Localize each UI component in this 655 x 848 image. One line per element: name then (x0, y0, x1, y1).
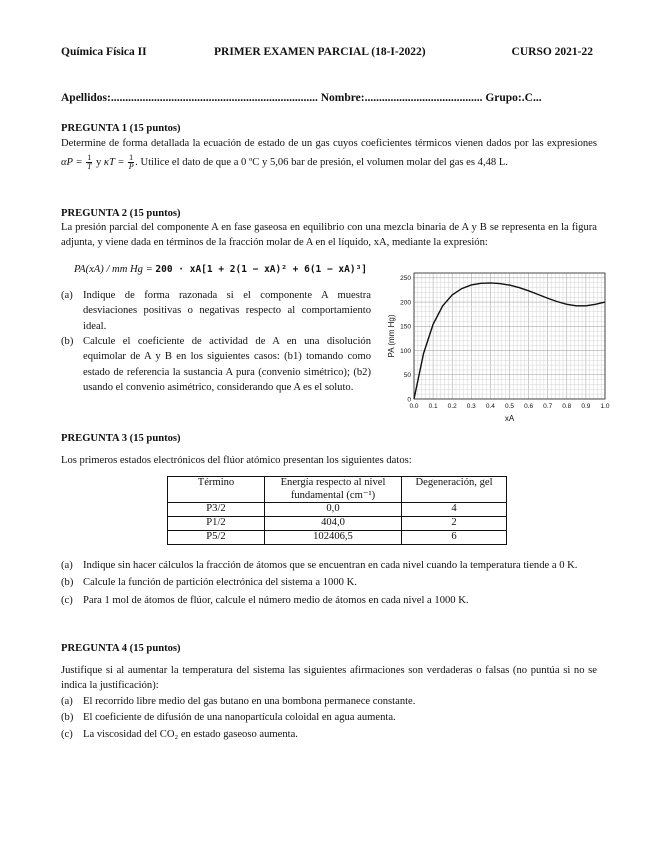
levels-table (167, 476, 507, 545)
q2-text: La presión parcial del componente A en fase gaseosa en equilibrio con una mezcla binaria de A y B se representa en la figura adjunta, y viene dada en términos de la fracción molar de A en el líquido, xA, mediante la expresión: (61, 222, 597, 249)
q2-item-a (61, 288, 371, 334)
q1-text (61, 135, 597, 172)
q3-title: PREGUNTA 3 (15 puntos) (61, 433, 181, 444)
kappa-num: 1 (129, 152, 134, 162)
kappa-fraction (128, 154, 134, 171)
q2-formula (74, 262, 367, 277)
item-label: (b) (61, 712, 74, 724)
cell-term: P1/2 (168, 517, 265, 531)
y-tick-label: 50 (403, 372, 411, 380)
group-label: Grupo:.C... (485, 92, 542, 104)
item-label: (a) (61, 290, 73, 301)
item-label: (c) (61, 594, 73, 606)
subject-title: Química Física II (61, 46, 147, 58)
q4-item-b (61, 710, 597, 725)
q3-item-c (61, 593, 597, 608)
cell-term: P3/2 (168, 503, 265, 517)
cell-energy: 0,0 (265, 503, 402, 517)
q1-title: PREGUNTA 1 (15 puntos) (61, 123, 181, 134)
x-axis-label: xA (504, 414, 515, 423)
th-degeneracy: Degeneración, gel (402, 477, 507, 503)
q1-and: y (95, 156, 102, 168)
item-text: Calcule la función de partición electrónica del sistema a 1000 K. (83, 577, 357, 589)
table-row (168, 517, 507, 531)
surname-field[interactable]: ........................................................................ (110, 92, 318, 104)
q4-title: PREGUNTA 4 (15 puntos) (61, 643, 181, 654)
item-text: Para 1 mol de átomos de flúor, calcule el número medio de átomos en cada nivel a 1000 K. (83, 594, 469, 606)
q2-title: PREGUNTA 2 (15 puntos) (61, 208, 181, 219)
formula-rhs: 200 · xA[1 + 2(1 − xA)² + 6(1 − xA)³] (155, 264, 368, 275)
x-tick-label: 0.7 (543, 403, 553, 410)
x-tick-label: 0.8 (562, 403, 572, 410)
surname-label: Apellidos: (61, 92, 111, 104)
table-header-row (168, 477, 507, 503)
q1-text-a: Determine de forma detallada la ecuación de estado de un gas cuyos coeficientes térmicos vienen dados por las expresiones (61, 138, 597, 149)
student-fields (61, 90, 601, 107)
item-text: El coeficiente de difusión de una nanopartícula coloidal en agua aumenta. (83, 712, 396, 724)
q4-items (61, 694, 597, 742)
cell-degeneracy: 4 (402, 503, 507, 517)
x-tick-label: 0.5 (504, 403, 515, 410)
item-text: Indique de forma razonada si el componente A muestra desviaciones positivas o negativas respecto al comportamiento ideal. (83, 290, 371, 332)
exam-title: PRIMER EXAMEN PARCIAL (18-I-2022) (214, 46, 426, 58)
x-tick-label: 0.0 (409, 403, 419, 410)
y-tick-label: 250 (400, 275, 411, 283)
y-tick-label: 150 (400, 323, 411, 331)
q3-item-a (61, 558, 597, 573)
q1-text-b: . Utilice el dato de que a 0 ºC y 5,06 bar de presión, el volumen molar del gas es 4,48 L. (135, 156, 508, 168)
th-term: Término (168, 477, 265, 503)
q2-items (61, 288, 371, 396)
partial-pressure-chart (380, 265, 612, 427)
x-tick-label: 0.9 (581, 403, 591, 410)
item-label: (b) (61, 577, 74, 589)
cell-energy: 102406,5 (265, 530, 402, 544)
x-tick-label: 0.6 (524, 403, 534, 410)
x-tick-label: 0.3 (466, 403, 476, 410)
x-tick-label: 0.1 (428, 403, 438, 410)
item-label: (a) (61, 696, 73, 707)
q4-item-a (61, 694, 597, 709)
y-tick-label: 0 (407, 396, 411, 404)
item-text: El recorrido libre medio del gas butano en una bombona permanece constante. (83, 696, 416, 707)
x-tick-label: 0.4 (485, 403, 495, 410)
q4-intro: Justifique si al aumentar la temperatura del sistema las siguientes afirmaciones son verdaderas o falsas (no puntúa si no se indica la justificación): (61, 665, 597, 692)
kappa-den: P (128, 161, 134, 171)
cell-energy: 404,0 (265, 517, 402, 531)
item-text: Calcule el coeficiente de actividad de A en una disolución equimolar de A y B en los siguientes casos: (b1) tomando como estado de referencia la sustancia A pura (convenio simétrico); (b2) usando el convenio asimétrico, considerando que A es el soluto. (83, 336, 371, 394)
item-text: La viscosidad del CO₂ en estado gaseoso aumenta. (83, 728, 298, 740)
y-tick-label: 100 (400, 347, 411, 355)
x-tick-label: 1.0 (600, 403, 610, 410)
formula-lhs: PA(xA) / mm Hg = (74, 264, 153, 275)
q3-item-b (61, 575, 597, 590)
cell-degeneracy: 6 (402, 530, 507, 544)
table-row (168, 530, 507, 544)
alpha-num: 1 (87, 152, 92, 162)
q4-item-c (61, 727, 597, 742)
item-label: (b) (61, 336, 74, 348)
x-tick-label: 0.2 (447, 403, 457, 410)
y-tick-label: 200 (400, 299, 411, 307)
item-text: Indique sin hacer cálculos la fracción de átomos que se encuentran en cada nivel cuando la temperatura tiende a 0 K. (83, 560, 578, 571)
name-label: Nombre: (320, 92, 365, 104)
item-label: (c) (61, 728, 73, 740)
q3-items (61, 558, 597, 608)
alpha-den: T (87, 161, 92, 171)
cell-term: P5/2 (168, 530, 265, 544)
course-label: CURSO 2021-22 (511, 46, 593, 58)
q3-intro: Los primeros estados electrónicos del flúor atómico presentan los siguientes datos: (61, 455, 412, 466)
q2-item-b (61, 334, 371, 395)
name-field[interactable]: ......................................... (364, 92, 483, 104)
y-axis-label: PA (mm Hg) (387, 314, 396, 358)
item-label: (a) (61, 560, 73, 571)
kappa-symbol: κT = (103, 156, 125, 168)
alpha-symbol: αP = (61, 156, 83, 168)
table-row (168, 503, 507, 517)
exam-header (61, 44, 593, 60)
th-energy: Energía respecto al nivel fundamental (cm⁻¹) (265, 477, 402, 503)
alpha-fraction (86, 154, 92, 171)
cell-degeneracy: 2 (402, 517, 507, 531)
